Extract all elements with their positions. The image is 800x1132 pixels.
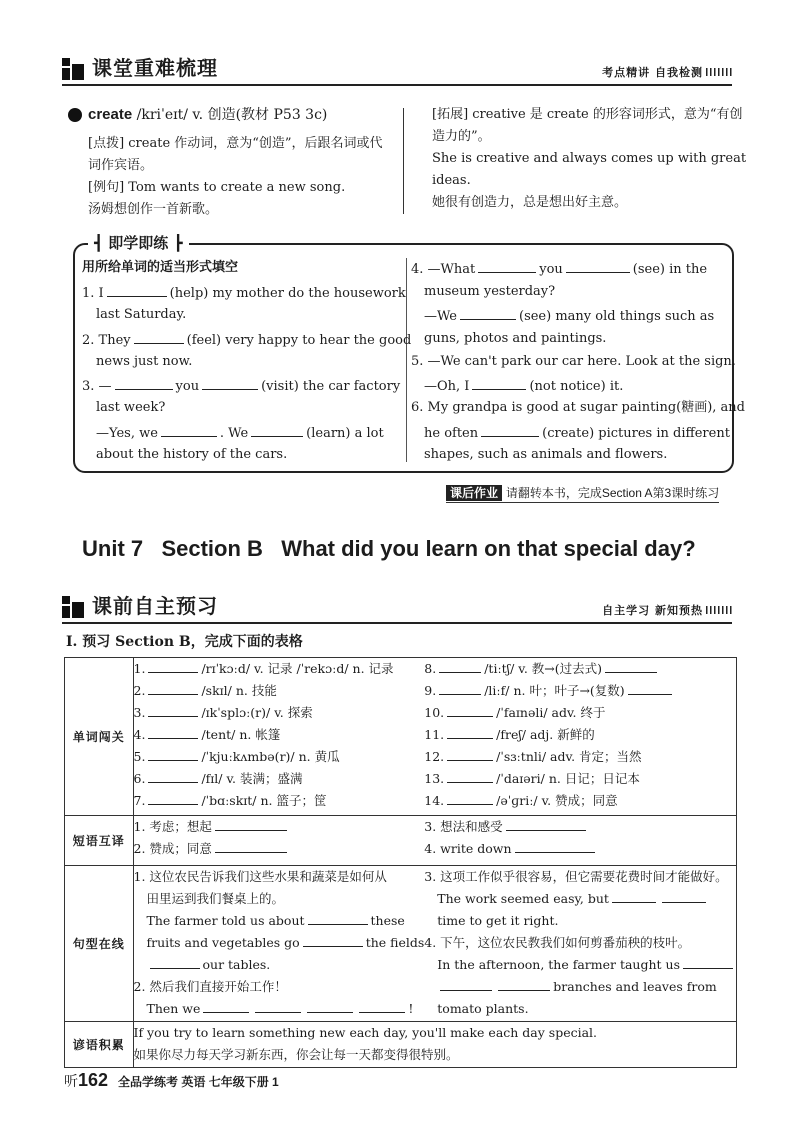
vocab-item: 4. /tent/ n. 帐篷 (133, 727, 281, 742)
answer-blank[interactable] (148, 725, 198, 739)
answer-blank[interactable] (612, 889, 656, 903)
answer-blank[interactable] (215, 817, 287, 831)
phrases-left-column (133, 816, 424, 866)
sentence-prompt: 1. 这位农民告诉我们这些水果和蔬菜是如何从 (133, 869, 387, 884)
sentence-fill: time to get it right. (437, 913, 559, 928)
answer-blank[interactable] (439, 681, 481, 695)
question-6: 6. My grandpa is good at sugar painting(糖画), and (411, 400, 746, 415)
sentences-right-column (424, 866, 736, 1022)
vocab-entry-create: create /kriˈeɪt/ v. 创造(教材 P53 3c) (88, 106, 328, 123)
answer-blank[interactable] (148, 681, 198, 695)
extension-line: [拓展] creative 是 create 的形容词形式，意为“有创 (432, 107, 743, 122)
row-label: 句型在线 (65, 866, 134, 1022)
section-title: 课前自主预习 (92, 594, 218, 618)
section-header-key-points (62, 50, 732, 86)
answer-blank[interactable] (447, 747, 493, 761)
proverb-english: If you try to learn something new each day, you'll make each day special. (133, 1025, 598, 1040)
answer-blank[interactable] (251, 423, 303, 437)
table-row (65, 816, 737, 866)
question-3-cont: about the history of the cars. (96, 447, 288, 462)
answer-blank[interactable] (460, 306, 516, 320)
answer-blank[interactable] (605, 659, 657, 673)
answer-blank[interactable] (308, 911, 368, 925)
answer-blank[interactable] (148, 769, 198, 783)
section-title: 课堂重难梳理 (92, 56, 218, 80)
question-4-answer: —We (see) many old things such as (424, 306, 714, 326)
vocab-item: 14. /əˈɡriː/ v. 赞成；同意 (424, 793, 618, 808)
answer-blank[interactable] (683, 955, 733, 969)
answer-blank[interactable] (203, 999, 249, 1013)
answer-blank[interactable] (447, 791, 493, 805)
answer-blank[interactable] (303, 933, 363, 947)
answer-blank[interactable] (481, 423, 539, 437)
section-tag: 考点精讲 自我检测 (602, 64, 732, 80)
phrases-right-column (424, 816, 736, 866)
question-5-answer: —Oh, I (not notice) it. (424, 376, 623, 396)
phrase-item: 2. 赞成；同意 (134, 838, 425, 860)
section-mark-icon (62, 58, 84, 80)
answer-blank[interactable] (506, 817, 586, 831)
answer-blank[interactable] (447, 769, 493, 783)
answer-blank[interactable] (134, 330, 184, 344)
table-row (65, 658, 737, 816)
vocab-right-column (424, 658, 736, 816)
phrase-item: 1. 考虑；想起 (134, 816, 425, 838)
section-header-preview (62, 588, 732, 624)
sentence-fill: Then we ! (146, 1001, 414, 1016)
answer-blank[interactable] (439, 659, 481, 673)
sentence-fill: The work seemed easy, but (424, 888, 736, 910)
extension-line: She is creative and always comes up with great (432, 151, 747, 166)
sentence-fill: In the afternoon, the farmer taught us (424, 954, 736, 976)
sentence-fill: fruits and vegetables go the fields (146, 935, 425, 950)
page-footer (64, 1068, 279, 1092)
answer-blank[interactable] (566, 259, 630, 273)
question-4-cont: guns, photos and paintings. (424, 331, 607, 346)
column-divider (403, 108, 404, 214)
homework-text: 请翻转本书，完成Section A第3课时练习 (505, 486, 720, 500)
answer-blank[interactable] (115, 376, 173, 390)
tip-line: [点拨] create 作动词，意为“创造”，后跟名词或代 (88, 136, 383, 151)
answer-blank[interactable] (515, 839, 595, 853)
vocab-item: 12. /ˈsɜːtnli/ adv. 肯定；当然 (424, 749, 642, 764)
vocab-item: 8. /tiːtʃ/ v. 教→(过去式) (424, 658, 736, 680)
answer-blank[interactable] (107, 283, 167, 297)
question-1-cont: last Saturday. (96, 307, 187, 322)
answer-blank[interactable] (440, 977, 492, 991)
row-label: 短语互译 (65, 816, 134, 866)
question-3: 3. — you (visit) the car factory (82, 376, 400, 396)
answer-blank[interactable] (359, 999, 405, 1013)
section-tag: 自主学习 新知预热 (602, 602, 732, 618)
sentence-fill: tomato plants. (437, 1001, 529, 1016)
vocab-item: 10. /ˈfaɪnəli/ adv. 终于 (424, 705, 606, 720)
answer-blank[interactable] (255, 999, 301, 1013)
page-number: 162 (78, 1070, 109, 1090)
table-row (65, 866, 737, 1022)
answer-blank[interactable] (307, 999, 353, 1013)
vocab-item: 1. /rɪˈkɔːd/ v. 记录 /ˈrekɔːd/ n. 记录 (133, 661, 394, 676)
sentence-fill: The farmer told us about these (146, 913, 405, 928)
example-line: [例句] Tom wants to create a new song. (88, 180, 346, 195)
answer-blank[interactable] (628, 681, 672, 695)
vocab-item: 2. /skɪl/ n. 技能 (133, 683, 277, 698)
extension-line: 她很有创造力，总是想出好主意。 (432, 195, 628, 210)
homework-badge: 课后作业 (446, 485, 502, 501)
answer-blank[interactable] (148, 747, 198, 761)
question-2: 2. They (feel) very happy to hear the good (82, 330, 411, 350)
question-3-answer: —Yes, we . We (learn) a lot (96, 423, 384, 443)
phrase-item: 3. 想法和感受 (424, 816, 736, 838)
extension-line: 造力的”。 (432, 129, 491, 144)
vocab-item: 5. /ˈkjuːkʌmbə(r)/ n. 黄瓜 (133, 749, 340, 764)
vocab-item: 9. /liːf/ n. 叶；叶子→(复数) (424, 680, 736, 702)
question-1: 1. I (help) my mother do the housework (82, 283, 406, 303)
vocab-item: 11. /freʃ/ adj. 新鲜的 (424, 727, 595, 742)
question-6-cont: he often (create) pictures in different (424, 423, 730, 443)
answer-blank[interactable] (148, 659, 198, 673)
answer-blank[interactable] (472, 376, 526, 390)
footer-listen: 听 (64, 1074, 78, 1090)
answer-blank[interactable] (478, 259, 536, 273)
answer-blank[interactable] (662, 889, 706, 903)
question-3-cont: last week? (96, 400, 166, 415)
proverb-chinese: 如果你尽力每天学习新东西，你会让每一天都变得很特别。 (133, 1047, 459, 1062)
vocab-left-column (133, 658, 424, 816)
homework-note (446, 484, 719, 503)
question-2-cont: news just now. (96, 354, 193, 369)
question-4-cont: museum yesterday? (424, 284, 556, 299)
unit-title: Unit 7 Section B What did you learn on that special day? (82, 536, 696, 561)
table-row (65, 1022, 737, 1068)
answer-blank[interactable] (150, 955, 200, 969)
extension-line: ideas. (432, 173, 471, 188)
answer-blank[interactable] (447, 725, 493, 739)
preview-table (64, 657, 737, 1068)
question-4: 4. —What you (see) in the (411, 259, 707, 279)
vocab-item: 7. /ˈbɑːskɪt/ n. 篮子；筐 (133, 793, 327, 808)
section-mark-icon (62, 596, 84, 618)
sentence-prompt: 2. 然后我们直接开始工作！ (133, 979, 287, 994)
sentence-fill: our tables. (134, 954, 425, 976)
proverb-cell (133, 1022, 737, 1068)
tip-line: 词作宾语。 (88, 158, 154, 173)
practice-instruction: 用所给单词的适当形式填空 (82, 260, 239, 275)
answer-blank[interactable] (202, 376, 258, 390)
part-title: Ⅰ. 预习 Section B，完成下面的表格 (66, 634, 303, 650)
sentence-prompt: 4. 下午，这位农民教我们如何剪番茄秧的枝叶。 (424, 935, 691, 950)
sentence-fill: branches and leaves from (424, 976, 736, 998)
practice-divider (406, 258, 407, 462)
sentences-left-column (133, 866, 424, 1022)
practice-title: ┫ 即学即练 ┣ (88, 232, 189, 253)
vocab-item: 13. /ˈdaɪəri/ n. 日记；日记本 (424, 771, 640, 786)
vocab-item: 6. /fɪl/ v. 装满；盛满 (133, 771, 303, 786)
example-translation: 汤姆想创作一首新歌。 (88, 202, 219, 217)
row-label: 谚语积累 (65, 1022, 134, 1068)
question-5: 5. —We can't park our car here. Look at the sign. (411, 354, 736, 369)
sentence-prompt: 田里运到我们餐桌上的。 (146, 891, 285, 906)
answer-blank[interactable] (148, 703, 198, 717)
answer-blank[interactable] (498, 977, 550, 991)
book-title: 全品学练考 英语 七年级下册 1 (118, 1075, 279, 1089)
answer-blank[interactable] (447, 703, 493, 717)
answer-blank[interactable] (161, 423, 217, 437)
phrase-item: 4. write down (424, 838, 736, 860)
bullet-icon (68, 108, 82, 122)
answer-blank[interactable] (148, 791, 198, 805)
sentence-prompt: 3. 这项工作似乎很容易，但它需要花费时间才能做好。 (424, 869, 728, 884)
answer-blank[interactable] (215, 839, 287, 853)
vocab-item: 3. /ɪkˈsplɔː(r)/ v. 探索 (133, 705, 313, 720)
row-label: 单词闯关 (65, 658, 134, 816)
question-6-cont: shapes, such as animals and flowers. (424, 447, 668, 462)
